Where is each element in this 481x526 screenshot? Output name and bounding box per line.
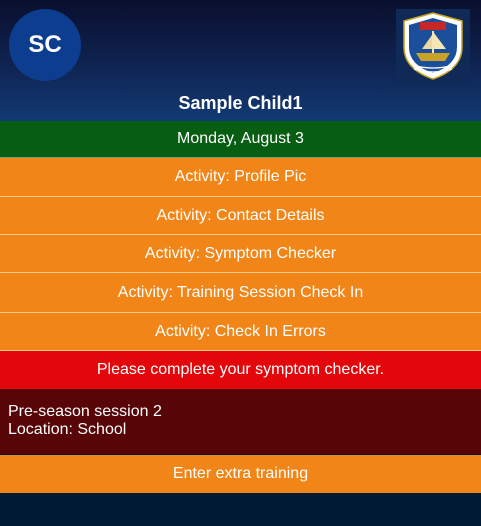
session-location: Location: School xyxy=(8,421,127,438)
enter-extra-training-button[interactable]: Enter extra training xyxy=(0,455,481,493)
symptom-checker-alert: Please complete your symptom checker. xyxy=(0,351,481,389)
school-crest-logo xyxy=(396,9,470,83)
activity-training-session-check-in[interactable]: Activity: Training Session Check In xyxy=(0,273,481,313)
header xyxy=(0,0,481,121)
child-name: Sample Child1 xyxy=(178,93,303,113)
activity-check-in-errors[interactable]: Activity: Check In Errors xyxy=(0,313,481,351)
activity-profile-pic[interactable]: Activity: Profile Pic xyxy=(0,158,481,197)
session-card[interactable] xyxy=(0,389,481,454)
activity-symptom-checker[interactable]: Activity: Symptom Checker xyxy=(0,235,481,273)
avatar[interactable] xyxy=(9,9,81,81)
date-bar: Monday, August 3 xyxy=(0,121,481,158)
activity-contact-details[interactable]: Activity: Contact Details xyxy=(0,197,481,235)
avatar-initials: SC xyxy=(28,31,62,58)
session-title: Pre-season session 2 xyxy=(8,403,162,420)
